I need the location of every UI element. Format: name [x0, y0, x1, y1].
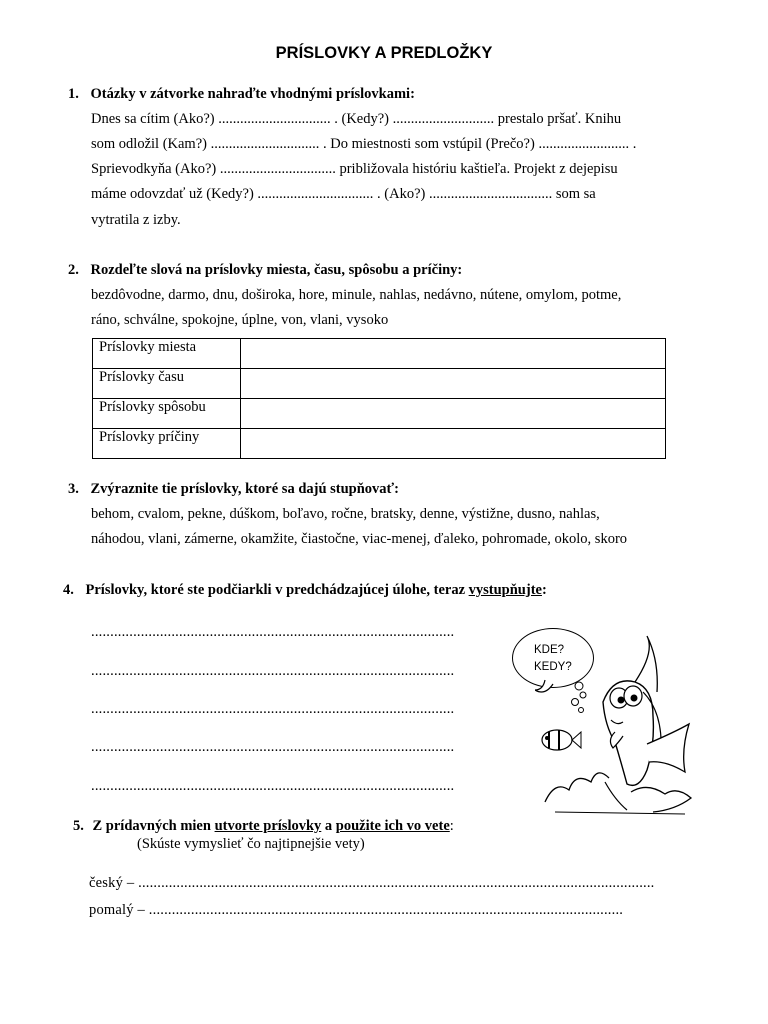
q5-heading-part3: a — [321, 818, 336, 834]
answer-cell[interactable] — [241, 369, 666, 399]
q2-number: 2. — [68, 262, 79, 278]
q5-subnote: (Skúste vymyslieť čo najtipnejšie vety) — [137, 836, 365, 852]
dory-fish-illustration — [535, 632, 695, 817]
answer-cell[interactable] — [241, 429, 666, 459]
q5-heading-part1: Z prídavných mien — [92, 818, 215, 834]
table-row-label: Príslovky času — [93, 369, 241, 399]
table-row-label: Príslovky príčiny — [93, 429, 241, 459]
q1-line-2: som odložil (Kam?) .............................. . Do miestnosti som vstúpil (Prečo?) ......................... . — [91, 136, 637, 152]
table-row — [93, 429, 666, 459]
q2-word-line-2: ráno, schválne, spokojne, úplne, von, vlani, vysoko — [91, 312, 389, 328]
q3-number: 3. — [68, 481, 79, 497]
answer-line[interactable]: ............................................................................................... — [91, 701, 455, 717]
q4-heading — [63, 582, 547, 599]
answer-cell[interactable] — [241, 399, 666, 429]
answer-line[interactable]: ............................................................................................... — [91, 778, 455, 794]
q4-heading-underlined: vystupňujte — [468, 582, 542, 598]
q3-word-line-2: náhodou, vlani, zámerne, okamžite, čiastočne, viac-menej, ďaleko, pohromade, okolo, skoro — [91, 531, 628, 547]
answer-line[interactable]: ............................................................................................... — [91, 663, 455, 679]
q1-line-4: máme odovzdať už (Kedy?) ................................ . (Ako?) .................................. som sa — [91, 186, 596, 202]
q3-word-line-1: behom, cvalom, pekne, dúškom, boľavo, ročne, bratsky, denne, výstižne, dusno, nahlas, — [91, 506, 600, 522]
q1-heading-text: Otázky v zátvorke nahraďte vhodnými príslovkami: — [90, 86, 415, 102]
bubble-line-1: KDE? — [534, 644, 565, 656]
q2-word-line-1: bezdôvodne, darmo, dnu, doširoka, hore, minule, nahlas, nedávno, nútene, omylom, potme, — [91, 287, 622, 303]
table-row-label: Príslovky miesta — [93, 339, 241, 369]
answer-line-cesky[interactable]: český – ....................................................................................................................................... — [89, 875, 655, 891]
answer-cell[interactable] — [241, 339, 666, 369]
q4-heading-colon: : — [541, 582, 547, 598]
q5-number: 5. — [73, 818, 84, 834]
bubble-line-2: KEDY? — [534, 661, 572, 673]
q1-number: 1. — [68, 86, 79, 102]
q2-heading — [68, 262, 462, 279]
q5-heading — [73, 818, 454, 835]
sorting-table — [92, 338, 666, 459]
answer-line-pomaly[interactable]: pomalý – ............................................................................................................................ — [89, 902, 624, 918]
answer-line[interactable]: ............................................................................................... — [91, 624, 455, 640]
q1-heading — [68, 86, 415, 103]
q1-line-3: Sprievodkyňa (Ako?) ................................ približovala históriu kaštieľa. Projekt z dejepisu — [91, 161, 618, 177]
q1-line-1: Dnes sa cítim (Ako?) ............................... . (Kedy?) ............................ prestalo pršať. Knihu — [91, 111, 622, 127]
q1-line-5: vytratila z izby. — [91, 212, 181, 228]
table-row-label: Príslovky spôsobu — [93, 399, 241, 429]
q4-heading-text: Príslovky, ktoré ste podčiarkli v predchádzajúcej úlohe, teraz — [85, 582, 469, 598]
table-row — [93, 399, 666, 429]
q5-heading-colon: : — [449, 818, 454, 834]
page-title: PRÍSLOVKY A PREDLOŽKY — [275, 44, 493, 62]
q3-heading — [68, 481, 399, 498]
table-row — [93, 369, 666, 399]
table-row — [93, 339, 666, 369]
q3-heading-text: Zvýraznite tie príslovky, ktoré sa dajú stupňovať: — [90, 481, 399, 497]
q2-heading-text: Rozdeľte slová na príslovky miesta, času, spôsobu a príčiny: — [90, 262, 463, 278]
q5-heading-underlined-1: utvorte príslovky — [214, 818, 322, 834]
answer-line[interactable]: ............................................................................................... — [91, 739, 455, 755]
q5-heading-underlined-2: použite ich vo vete — [335, 818, 450, 834]
q4-number: 4. — [63, 582, 74, 598]
